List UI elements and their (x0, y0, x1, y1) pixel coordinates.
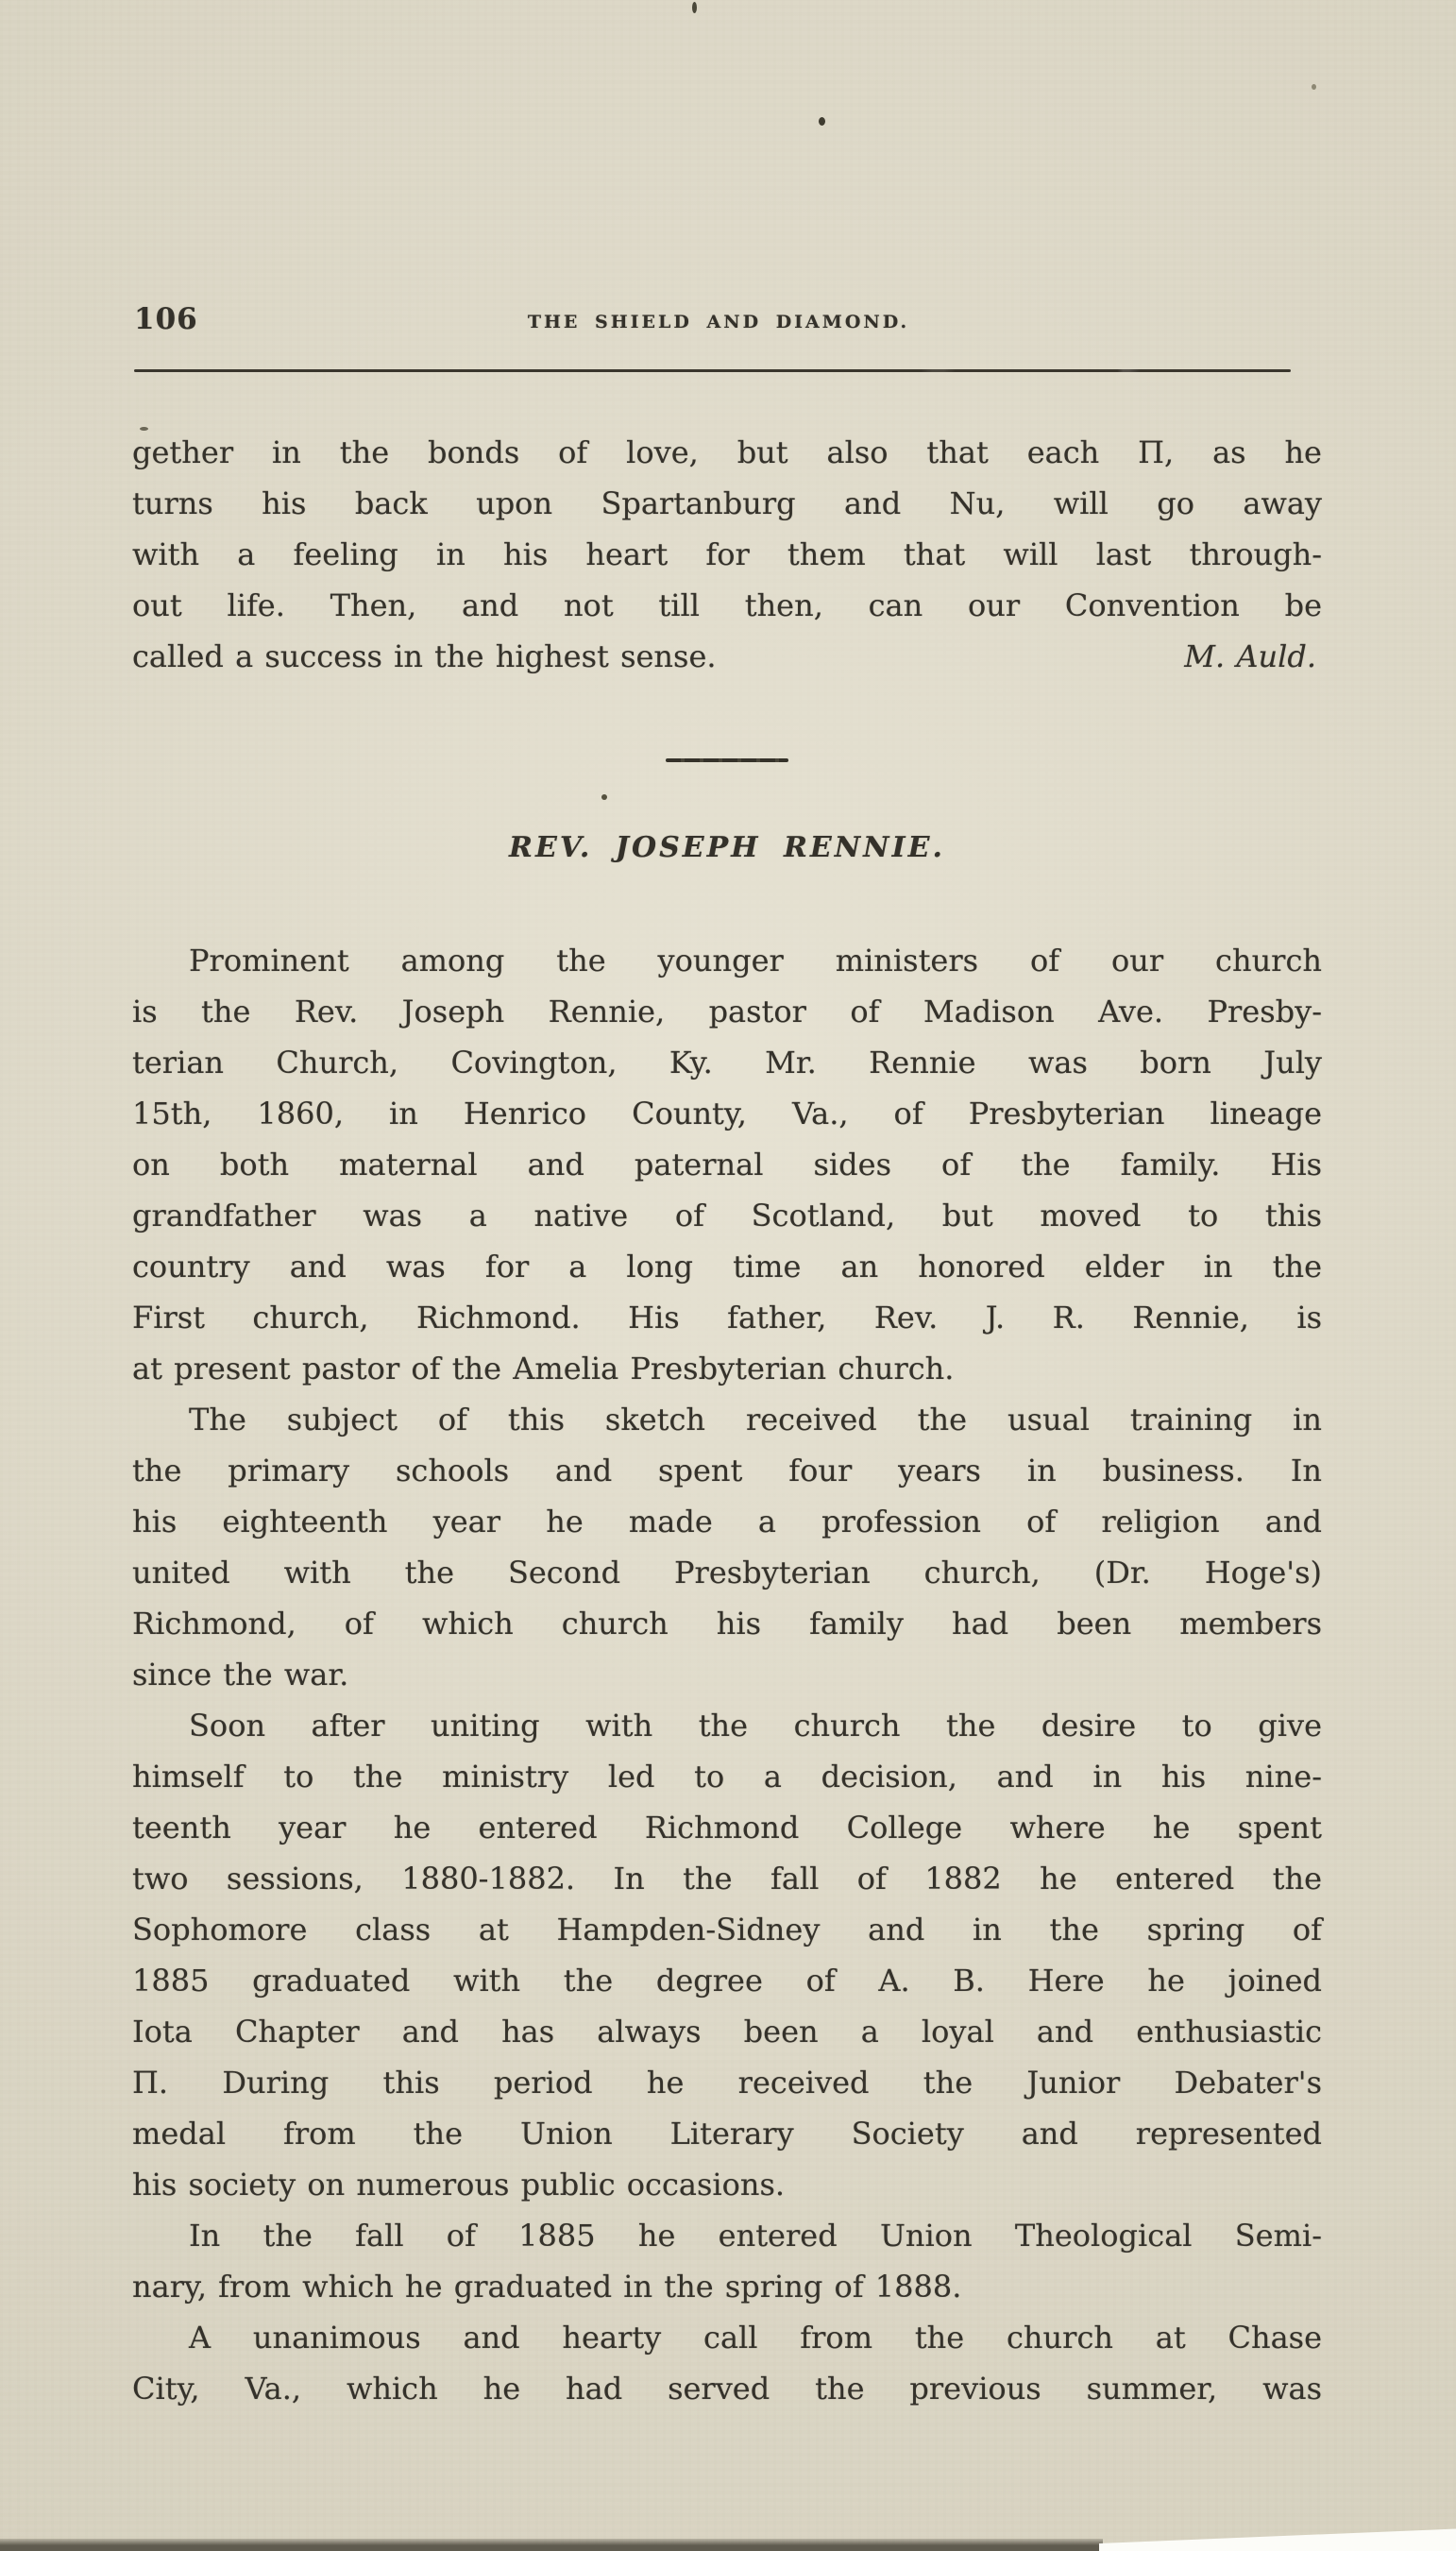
text-line: himself to the ministry led to a decision, and in his nine- (132, 1759, 1322, 1794)
text-line: his society on numerous public occasions. (132, 2167, 786, 2202)
text-line: In the fall of 1885 he entered Union Theological Semi- (189, 2218, 1322, 2253)
text-line: City, Va., which he had served the previous summer, was (132, 2371, 1322, 2406)
header-rule (134, 369, 1291, 372)
paragraph (132, 427, 1322, 682)
section-heading: REV. JOSEPH RENNIE. (509, 831, 945, 864)
text-line: on both maternal and paternal sides of the family. His (132, 1147, 1322, 1182)
paper-speck (140, 427, 148, 431)
text-line: First church, Richmond. His father, Rev. J. R. Rennie, is (132, 1300, 1322, 1335)
text-line: Richmond, of which church his family had been members (132, 1606, 1322, 1641)
text-line: two sessions, 1880-1882. In the fall of 1882 he entered the (132, 1861, 1322, 1896)
paragraph (132, 1394, 1322, 1700)
text-line: Soon after uniting with the church the desire to give (189, 1708, 1322, 1743)
scan-corner-background (1099, 2527, 1456, 2551)
paper-speck (692, 2, 697, 13)
text-line: terian Church, Covington, Ky. Mr. Rennie was born July (132, 1045, 1322, 1080)
text-line: 15th, 1860, in Henrico County, Va., of Presbyterian lineage (132, 1096, 1322, 1131)
text-line: The subject of this sketch received the usual training in (189, 1402, 1322, 1437)
text-line: with a feeling in his heart for them that will last through- (132, 536, 1322, 572)
text-line: Prominent among the younger ministers of our church (189, 943, 1322, 978)
paragraph (132, 2210, 1322, 2312)
text-line: Π. During this period he received the Junior Debater's (132, 2065, 1322, 2100)
section-divider (666, 758, 788, 762)
text-line: teenth year he entered Richmond College where he spent (132, 1810, 1322, 1845)
paragraph (132, 935, 1322, 1394)
running-header: THE SHIELD AND DIAMOND. (527, 312, 910, 332)
text-line: nary, from which he graduated in the spring of 1888. (132, 2269, 962, 2304)
text-line: 1885 graduated with the degree of A. B. Here he joined (132, 1963, 1322, 1998)
text-line: grandfather was a native of Scotland, but moved to this (132, 1198, 1322, 1233)
author-signature: M. Auld. (1184, 638, 1316, 674)
text-line: is the Rev. Joseph Rennie, pastor of Madison Ave. Presby- (132, 994, 1322, 1029)
text-line: Iota Chapter and has always been a loyal and enthusiastic (132, 2014, 1322, 2049)
paragraph (132, 2312, 1322, 2414)
paragraph (132, 1700, 1322, 2210)
text-line: gether in the bonds of love, but also that each Π, as he (132, 434, 1322, 470)
text-line: turns his back upon Spartanburg and Nu, will go away (132, 485, 1322, 521)
text-line: medal from the Union Literary Society and represented (132, 2116, 1322, 2151)
article-body (132, 427, 1322, 2414)
text-line: A unanimous and hearty call from the church at Chase (189, 2320, 1322, 2355)
paper-speck (601, 794, 607, 800)
text-line: country and was for a long time an honored elder in the (132, 1249, 1322, 1284)
text-line: since the war. (132, 1657, 349, 1692)
scan-bottom-edge-shadow (0, 2539, 1103, 2551)
paper-speck (1312, 84, 1316, 90)
text-line (132, 631, 1322, 682)
text-line: the primary schools and spent four years in business. In (132, 1453, 1322, 1488)
text-line: united with the Second Presbyterian church, (Dr. Hoge's) (132, 1555, 1322, 1590)
text-line: Sophomore class at Hampden-Sidney and in the spring of (132, 1912, 1322, 1947)
text-line: at present pastor of the Amelia Presbyterian church. (132, 1351, 955, 1386)
line-text: called a success in the highest sense. (132, 638, 717, 674)
page-number: 106 (134, 302, 198, 336)
text-line: his eighteenth year he made a profession of religion and (132, 1504, 1322, 1539)
paper-speck (819, 117, 825, 126)
text-line: out life. Then, and not till then, can our Convention be (132, 587, 1322, 623)
